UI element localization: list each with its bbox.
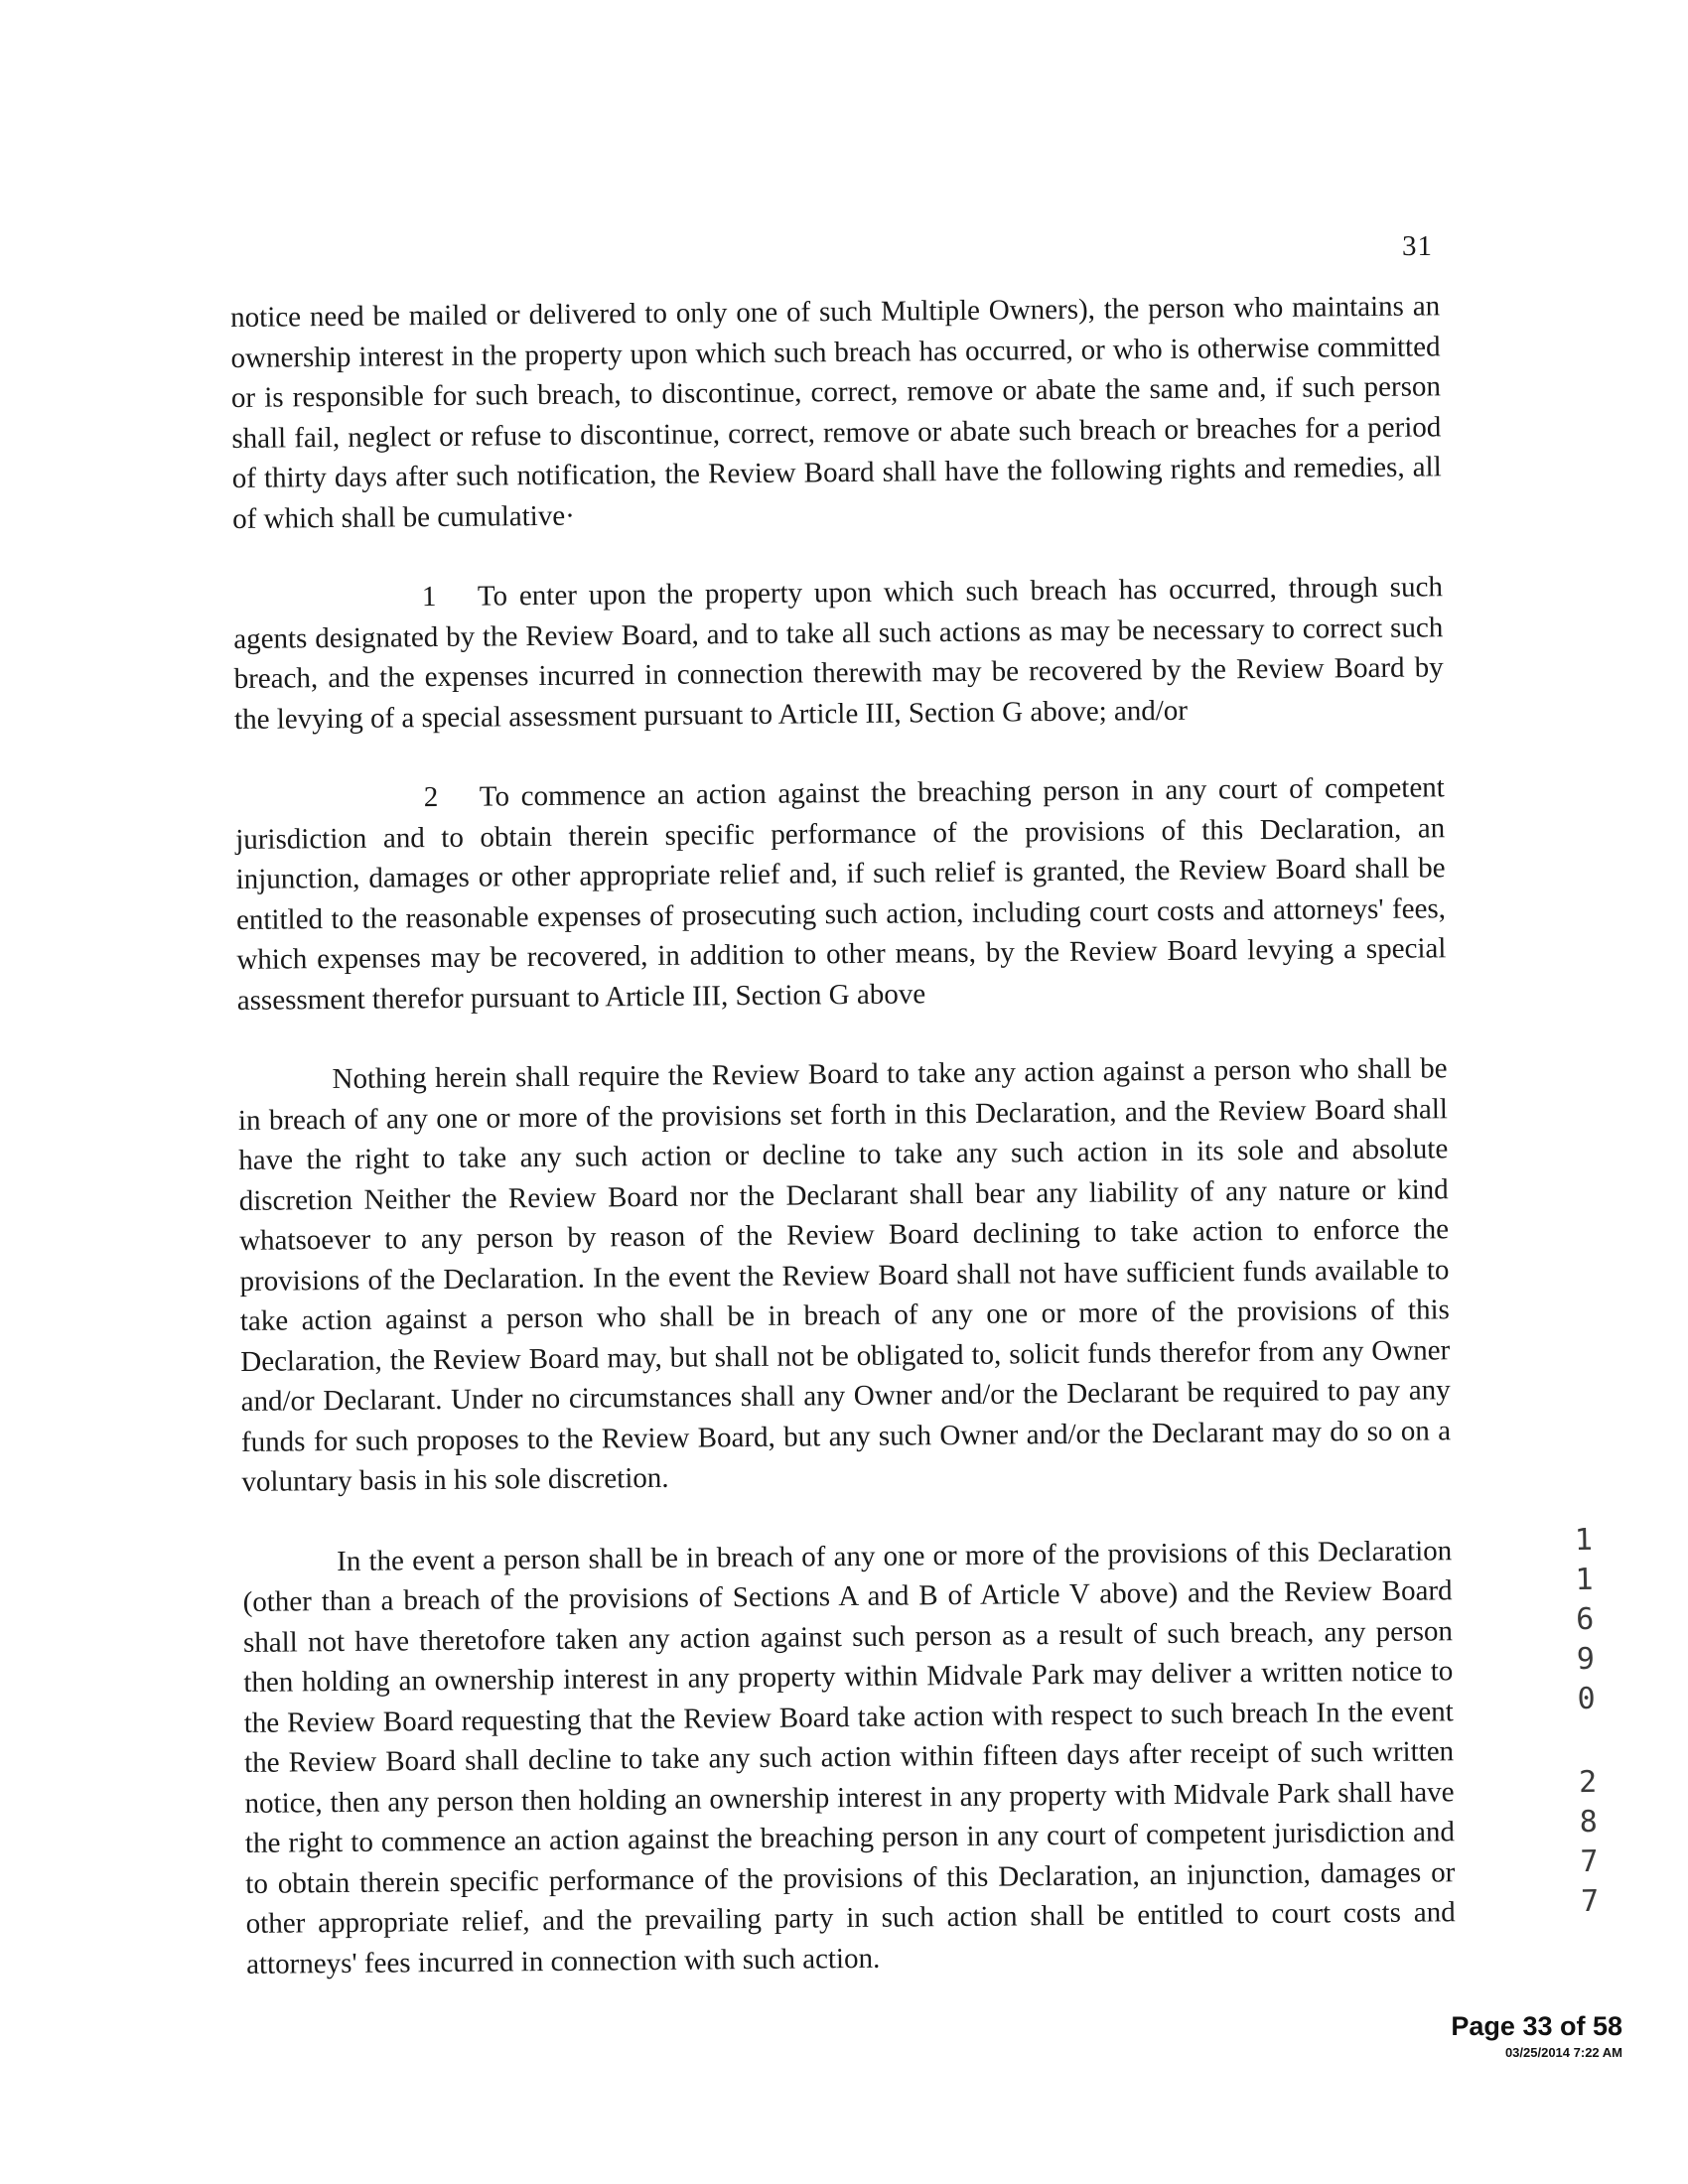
remedy-item-1 bbox=[233, 567, 1444, 740]
stamp-digit: 9 bbox=[1576, 1641, 1596, 1678]
item-number: 1 bbox=[421, 581, 437, 614]
stamp-digit: 2 bbox=[1578, 1764, 1598, 1801]
remedy-item-2 bbox=[235, 767, 1447, 1021]
recording-stamp bbox=[1563, 1521, 1610, 1923]
stamp-digit: 0 bbox=[1577, 1681, 1596, 1717]
paragraph-notice: notice need be mailed or delivered to only one of such Multiple Owners), the person who maintains an ownership interest in the property upon which such breach has occurred, or who is otherwise committed or is responsible for such breach, to discontinue, correct, remove or abate the same and, if such person shall fail, neglect or refuse to discontinue, correct, remove or abate such breach or breaches for a period of thirty days after such notification, the Review Board shall have the following rights and remedies, all of which shall be cumulative· bbox=[230, 290, 1442, 535]
page-number: 31 bbox=[1402, 230, 1433, 262]
remedy-item-text: To commence an action against the breaching person in any court of competent jurisdiction and to obtain therein specific performance of the provisions of this Declaration, an injunction, damages or other appropriate relief and, if such relief is granted, the Review Board shall be entitled to the reasonable expenses of prosecuting such action, including court costs and attorneys' fees, which expenses may be recovered, in addition to other means, by the Review Board levying a special assessment therefor pursuant to Article III, Section G above bbox=[235, 771, 1447, 1017]
footer-page-label: Page 33 of 58 bbox=[1451, 2011, 1622, 2041]
item-number: 2 bbox=[423, 781, 439, 814]
stamp-digit: 1 bbox=[1575, 1562, 1594, 1598]
paragraph-discretion: Nothing herein shall require the Review Board to take any action against a person who shall be in breach of any one or more of the provisions set forth in this Declaration, and the Review Board shall have the right to take any such action or decline to take any such action in its sole and absolute discretion Neither the Review Board nor the Declarant shall bear any liability of any nature or kind whatsoever to any person by reason of the Review Board declining to take action to enforce the provisions of the Declaration. In the event the Review Board shall not have sufficient funds available to take action against a person who shall be in breach of any one or more of the provisions of this Declaration, the Review Board may, but shall not be obligated to, solicit funds therefor from any Owner and/or Declarant. Under no circumstances shall any Owner and/or the Declarant be required to pay any funds for such proposes to the Review Board, but any such Owner and/or the Declarant may do so on a voluntary basis in his sole discretion. bbox=[237, 1052, 1452, 1498]
stamp-digit: 7 bbox=[1580, 1883, 1600, 1920]
stamp-gap bbox=[1567, 1719, 1608, 1764]
document-body bbox=[230, 286, 1456, 1984]
stamp-digit: 7 bbox=[1580, 1843, 1599, 1880]
stamp-digit: 8 bbox=[1579, 1804, 1599, 1841]
paragraph-owner-action: In the event a person shall be in breach of any one or more of the provisions of this Declaration (other than a breach of the provisions of Sections A and B of Article V above) and the Review Board shall not have theretofore taken any action against such person as a result of such breach, any person then holding an ownership interest in any property within Midvale Park may deliver a written notice to the Review Board requesting that the Review Board take action with respect to such breach In the event the Review Board shall decline to take any such action within fifteen days after receipt of such written notice, then any person then holding an ownership interest in any property with Midvale Park shall have the right to commence an action against the breaching person in any court of competent jurisdiction and to obtain therein specific performance of the provisions of this Declaration, an injunction, damages or other appropriate relief, and the prevailing party in such action shall be entitled to court costs and attorneys' fees incurred in connection with such action. bbox=[242, 1534, 1456, 1980]
footer-timestamp: 03/25/2014 7:22 AM bbox=[1504, 2045, 1622, 2060]
stamp-digit: 1 bbox=[1574, 1522, 1594, 1559]
page-footer bbox=[1451, 2010, 1622, 2062]
stamp-digit: 6 bbox=[1575, 1601, 1595, 1638]
remedy-item-text: To enter upon the property upon which such breach has occurred, through such agents designated by the Review Board, and to take all such actions as may be necessary to correct such breach, and the expenses incurred in connection therewith may be recovered by the Review Board by the levying of a special assessment pursuant to Article III, Section G above; and/or bbox=[233, 571, 1444, 736]
